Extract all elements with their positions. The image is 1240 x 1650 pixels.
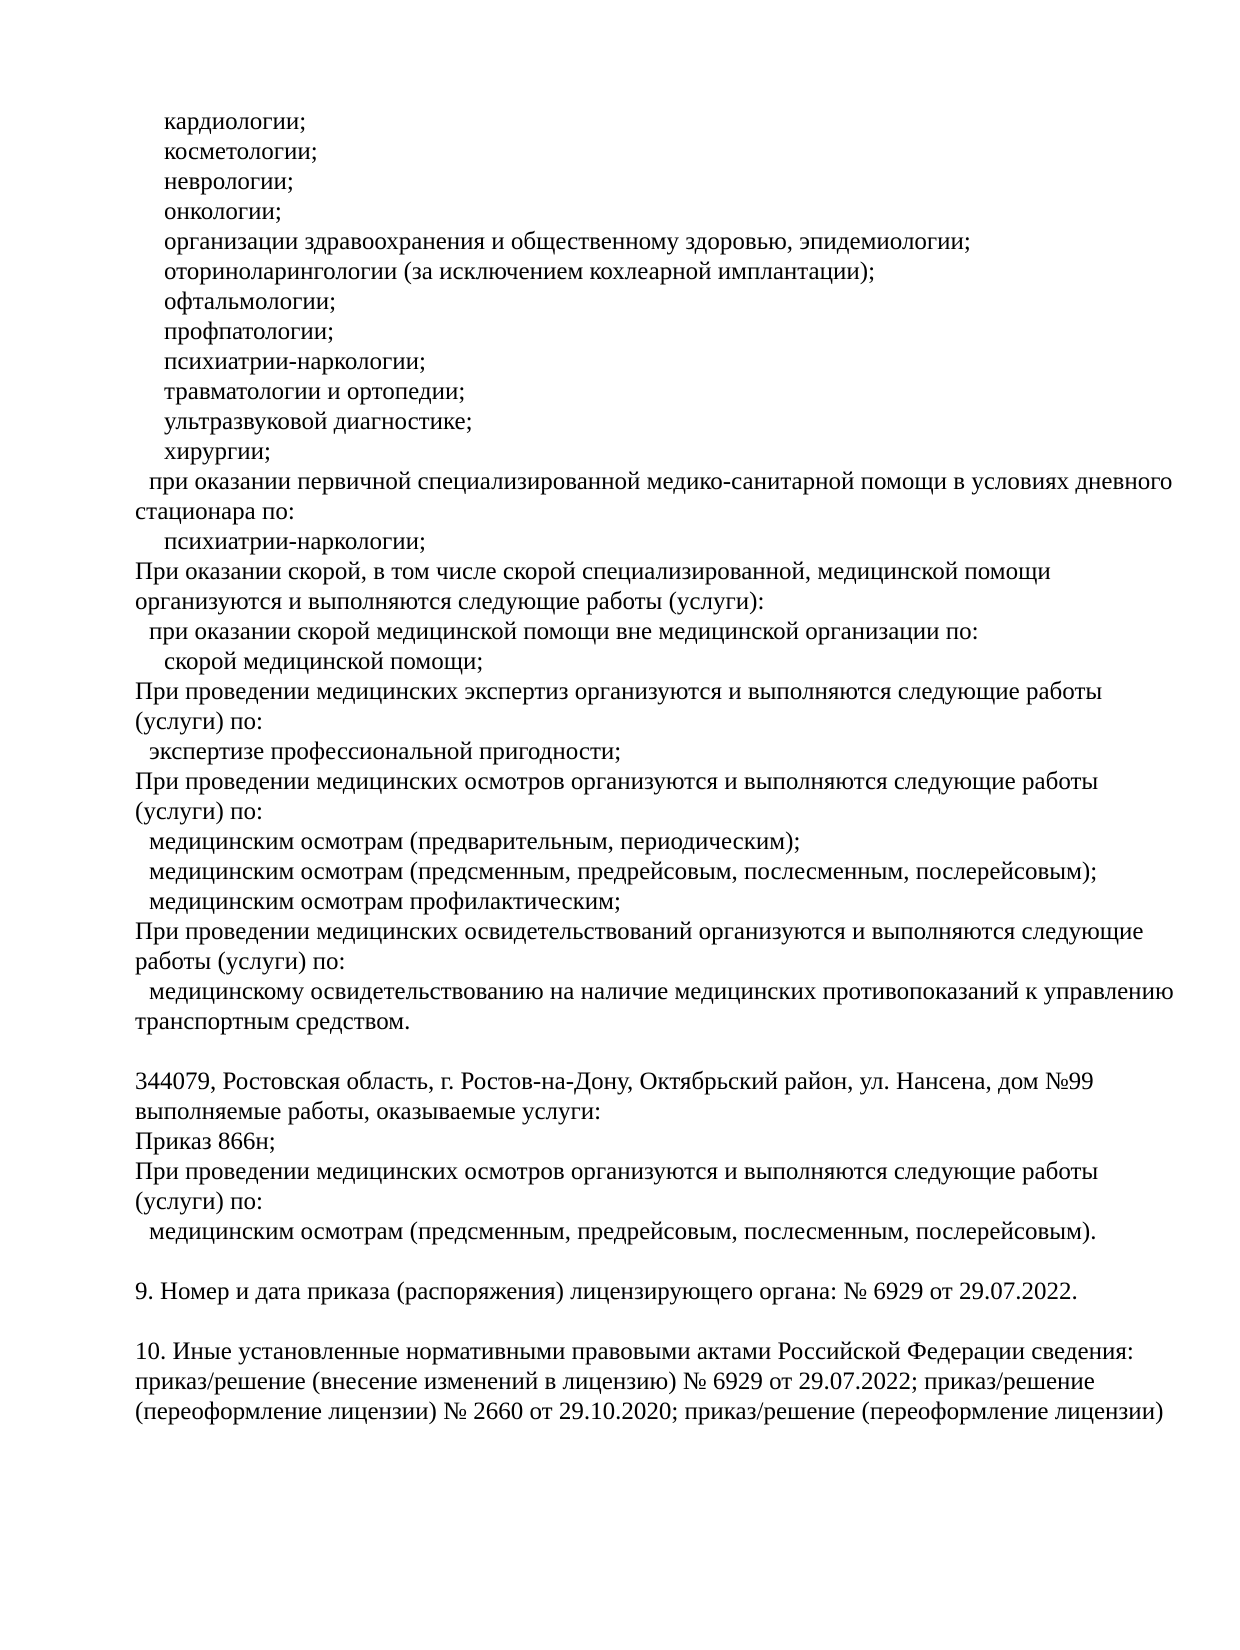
- text-line: При оказании скорой, в том числе скорой специализированной, медицинской помощи: [135, 558, 1051, 585]
- text-line: профпатологии;: [164, 318, 335, 345]
- text-line: (услуги) по:: [135, 1188, 263, 1215]
- text-line: стационара по:: [135, 498, 295, 525]
- license-text-block: [135, 107, 1174, 1427]
- text-line: травматологии и ортопедии;: [164, 378, 466, 405]
- text-line: [135, 1247, 1135, 1277]
- text-line: При проведении медицинских экспертиз организуются и выполняются следующие работы: [135, 678, 1103, 705]
- text-line: При проведении медицинских осмотров организуются и выполняются следующие работы: [135, 1158, 1099, 1185]
- text-line: медицинским осмотрам (предсменным, предрейсовым, послесменным, послерейсовым);: [149, 858, 1098, 885]
- text-line: скорой медицинской помощи;: [164, 648, 484, 675]
- text-line: кардиологии;: [164, 108, 307, 135]
- text-line: 344079, Ростовская область, г. Ростов-на-Дону, Октябрьский район, ул. Нансена, дом №99: [135, 1068, 1094, 1095]
- text-line: при оказании первичной специализированной медико-санитарной помощи в условиях дневного: [149, 468, 1173, 495]
- text-line: косметологии;: [164, 138, 318, 165]
- text-line: При проведении медицинских осмотров организуются и выполняются следующие работы: [135, 768, 1099, 795]
- text-line: хирургии;: [164, 438, 272, 465]
- text-line: (услуги) по:: [135, 708, 263, 735]
- text-line: психиатрии-наркологии;: [164, 348, 426, 375]
- text-line: оториноларингологии (за исключением кохлеарной имплантации);: [164, 258, 876, 285]
- text-line: экспертизе профессиональной пригодности;: [149, 738, 622, 765]
- text-line: (услуги) по:: [135, 798, 263, 825]
- text-line: медицинским осмотрам (предварительным, периодическим);: [149, 828, 801, 855]
- text-line: транспортным средством.: [135, 1008, 411, 1035]
- text-line: Приказ 866н;: [135, 1128, 276, 1155]
- text-line: при оказании скорой медицинской помощи вне медицинской организации по:: [149, 618, 979, 645]
- text-line: 10. Иные установленные нормативными правовыми актами Российской Федерации сведения:: [135, 1338, 1134, 1365]
- text-line: При проведении медицинских освидетельствований организуются и выполняются следующие: [135, 918, 1144, 945]
- text-line: психиатрии-наркологии;: [164, 528, 426, 555]
- text-line: 9. Номер и дата приказа (распоряжения) лицензирующего органа: № 6929 от 29.07.2022.: [135, 1278, 1078, 1305]
- text-line: медицинским осмотрам профилактическим;: [149, 888, 621, 915]
- text-line: выполняемые работы, оказываемые услуги:: [135, 1098, 602, 1125]
- text-line: [135, 1037, 1135, 1067]
- text-line: работы (услуги) по:: [135, 948, 346, 975]
- text-line: ультразвуковой диагностике;: [164, 408, 473, 435]
- text-line: онкологии;: [164, 198, 282, 225]
- text-line: офтальмологии;: [164, 288, 337, 315]
- text-line: медицинскому освидетельствованию на наличие медицинских противопоказаний к управлению: [149, 978, 1174, 1005]
- text-line: [135, 1307, 1135, 1337]
- text-line: (переоформление лицензии) № 2660 от 29.10.2020; приказ/решение (переоформление лицензии): [135, 1398, 1164, 1425]
- text-line: организуются и выполняются следующие работы (услуги):: [135, 588, 765, 615]
- text-line: приказ/решение (внесение изменений в лицензию) № 6929 от 29.07.2022; приказ/решение: [135, 1368, 1095, 1395]
- text-line: неврологии;: [164, 168, 294, 195]
- text-line: организации здравоохранения и общественному здоровью, эпидемиологии;: [164, 228, 971, 255]
- text-line: медицинским осмотрам (предсменным, предрейсовым, послесменным, послерейсовым).: [149, 1218, 1097, 1245]
